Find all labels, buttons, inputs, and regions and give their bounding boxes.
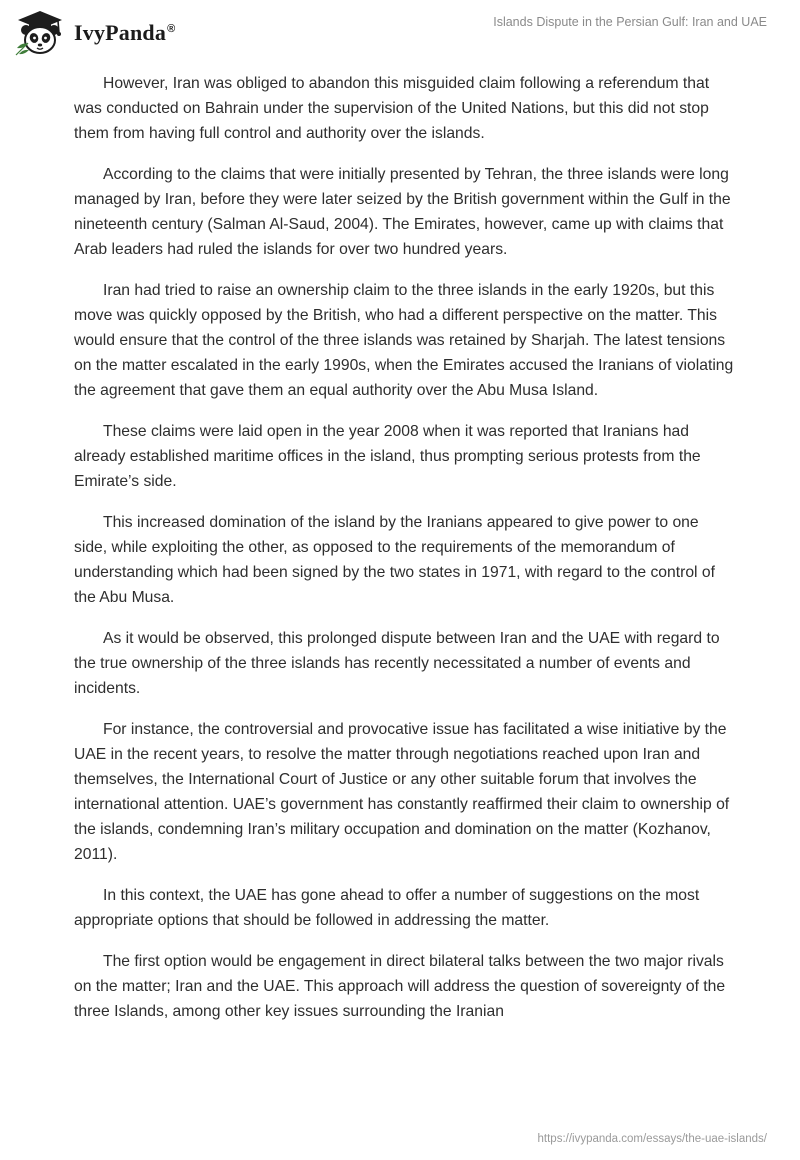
paragraph: Iran had tried to raise an ownership claim to the three islands in the early 1920s, but this move was quickly opposed by the British, who had a different perspective on the matter. This would ensure that the control of the three islands was retained by Sharjah. The latest tensions on the matter escalated in the early 1990s, when the Emirates accused the Iranians of violating the agreement that gave them an equal authority over the Abu Musa Island. <box>74 282 734 399</box>
paragraph: For instance, the controversial and provocative issue has facilitated a wise initiative by the UAE in the recent years, to resolve the matter through negotiations reached upon Iran and themselves, the International Court of Justice or any other suitable forum that involves the international attention. UAE’s government has constantly reaffirmed their claim to ownership of the islands, condemning Iran’s military occupation and domination on the matter (Kozhanov, 2011). <box>74 721 730 863</box>
paragraph: In this context, the UAE has gone ahead to offer a number of suggestions on the most appropriate options that should be followed in addressing the matter. <box>74 887 700 929</box>
paragraph: However, Iran was obliged to abandon this misguided claim following a referendum that was conducted on Bahrain under the supervision of the United Nations, but this did not stop them from having full control and authority over the islands. <box>74 75 710 142</box>
source-url[interactable]: https://ivypanda.com/essays/the-uae-islands/ <box>537 1133 767 1145</box>
panda-graduate-icon <box>14 8 66 56</box>
paragraph: The first option would be engagement in direct bilateral talks between the two major rivals on the matter; Iran and the UAE. This approach will address the question of sovereignty of the three Islands, among other key issues surrounding the Iranian <box>74 953 726 1020</box>
registered-mark: ® <box>167 22 176 35</box>
paragraph: This increased domination of the island by the Iranians appeared to give power to one side, while exploiting the other, as opposed to the requirements of the memorandum of understanding which had been signed by the two states in 1971, with regard to the control of the Abu Musa. <box>74 514 715 606</box>
page-header <box>0 0 800 64</box>
paragraph: These claims were laid open in the year 2008 when it was reported that Iranians had already established maritime offices in the island, thus prompting serious protests from the Emirate’s side. <box>74 423 701 490</box>
paragraph: According to the claims that were initially presented by Tehran, the three islands were long managed by Iran, before they were later seized by the British government within the Gulf in the nineteenth century (Salman Al-Saud, 2004). The Emirates, however, came up with claims that Arab leaders had ruled the islands for over two hundred years. <box>74 166 731 258</box>
essay-body <box>74 71 734 1040</box>
paragraph: As it would be observed, this prolonged dispute between Iran and the UAE with regard to the true ownership of the three islands has recently necessitated a number of events and incidents. <box>74 630 720 697</box>
document-title: Islands Dispute in the Persian Gulf: Iran and UAE <box>493 15 767 29</box>
ivypanda-logo[interactable] <box>14 8 175 56</box>
brand-name: IvyPanda® <box>74 20 176 45</box>
